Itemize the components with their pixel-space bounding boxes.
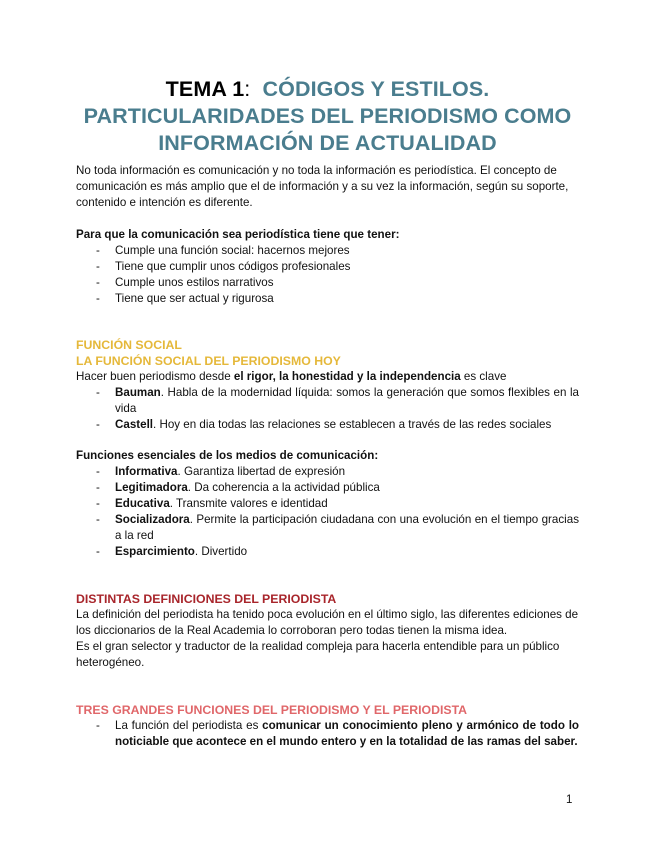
requirements-list	[76, 243, 579, 307]
list-item: - Tiene que ser actual y rigurosa	[96, 292, 274, 305]
dash-bullet: -	[96, 513, 100, 526]
document-title	[76, 76, 579, 157]
list-item: - Esparcimiento. Divertido	[96, 545, 248, 558]
list-item: - Cumple una función social: hacernos mejores	[96, 244, 350, 257]
dash-bullet: -	[96, 276, 100, 289]
dash-bullet: -	[96, 260, 100, 273]
dash-bullet: -	[96, 292, 100, 305]
dash-bullet: -	[96, 418, 100, 431]
list-item: - Socializadora. Permite la participación ciudadana con una evolución en el tiempo gracias a la red	[96, 513, 579, 542]
section-subheading-funcion-social: LA FUNCIÓN SOCIAL DEL PERIODISMO HOY	[76, 354, 341, 368]
intro-paragraph: No toda información es comunicación y no toda la información es periodística. El concepto de comunicación es más amplio que el de información y a su vez la información, según su soporte, contenido e intención es diferente.	[76, 164, 569, 209]
section-heading-tres-funciones: TRES GRANDES FUNCIONES DEL PERIODISMO Y EL PERIODISTA	[76, 703, 468, 717]
dash-bullet: -	[96, 497, 100, 510]
title-colon: :	[244, 77, 251, 101]
requirements-heading: Para que la comunicación sea periodística tiene que tener:	[76, 228, 400, 241]
funciones-medios-list	[76, 464, 579, 560]
list-item: - Legitimadora. Da coherencia a la actividad pública	[96, 481, 380, 494]
title-line-1: CÓDIGOS Y ESTILOS.	[262, 77, 490, 101]
list-item: - Castell. Hoy en dia todas las relaciones se establecen a través de las redes sociales	[96, 418, 552, 431]
dash-bullet: -	[96, 244, 100, 257]
section-heading-definiciones: DISTINTAS DEFINICIONES DEL PERIODISTA	[76, 592, 337, 606]
dash-bullet: -	[96, 465, 100, 478]
tres-funciones-list	[76, 718, 579, 750]
page-content	[76, 76, 579, 750]
dash-bullet: -	[96, 545, 100, 558]
section-heading-funcion-social: FUNCIÓN SOCIAL	[76, 338, 182, 352]
funciones-medios-heading: Funciones esenciales de los medios de comunicación:	[76, 449, 379, 462]
title-line-3: INFORMACIÓN DE ACTUALIDAD	[158, 131, 497, 155]
list-item: - Cumple unos estilos narrativos	[96, 276, 274, 289]
definiciones-paragraph-2: Es el gran selector y traductor de la realidad compleja para hacerla entendible para un público heterogéneo.	[76, 640, 560, 669]
list-item: - La función del periodista es comunicar un conocimiento pleno y armónico de todo lo noticiable que acontece en el mundo entero y en la totalidad de las ramas del saber.	[96, 719, 580, 748]
dash-bullet: -	[96, 719, 100, 732]
list-item: - Educativa. Transmite valores e identidad	[96, 497, 328, 510]
list-item: - Bauman. Habla de la modernidad líquida: somos la generación que somos flexibles en la vida	[96, 386, 579, 415]
list-item: - Informativa. Garantiza libertad de expresión	[96, 465, 346, 478]
dash-bullet: -	[96, 386, 100, 399]
page-number: 1	[566, 794, 573, 806]
authors-list	[76, 385, 579, 433]
title-line-2: PARTICULARIDADES DEL PERIODISMO COMO	[83, 104, 572, 128]
title-prefix: TEMA 1	[165, 77, 245, 101]
funcion-social-intro: Hacer buen periodismo desde el rigor, la honestidad y la independencia es clave	[76, 370, 507, 383]
definiciones-paragraph-1: La definición del periodista ha tenido poca evolución en el último siglo, las diferentes ediciones de los diccionarios de la Real Academia lo corroboran pero todas tienen la misma idea.	[76, 608, 579, 637]
dash-bullet: -	[96, 481, 100, 494]
list-item: - Tiene que cumplir unos códigos profesionales	[96, 260, 351, 273]
